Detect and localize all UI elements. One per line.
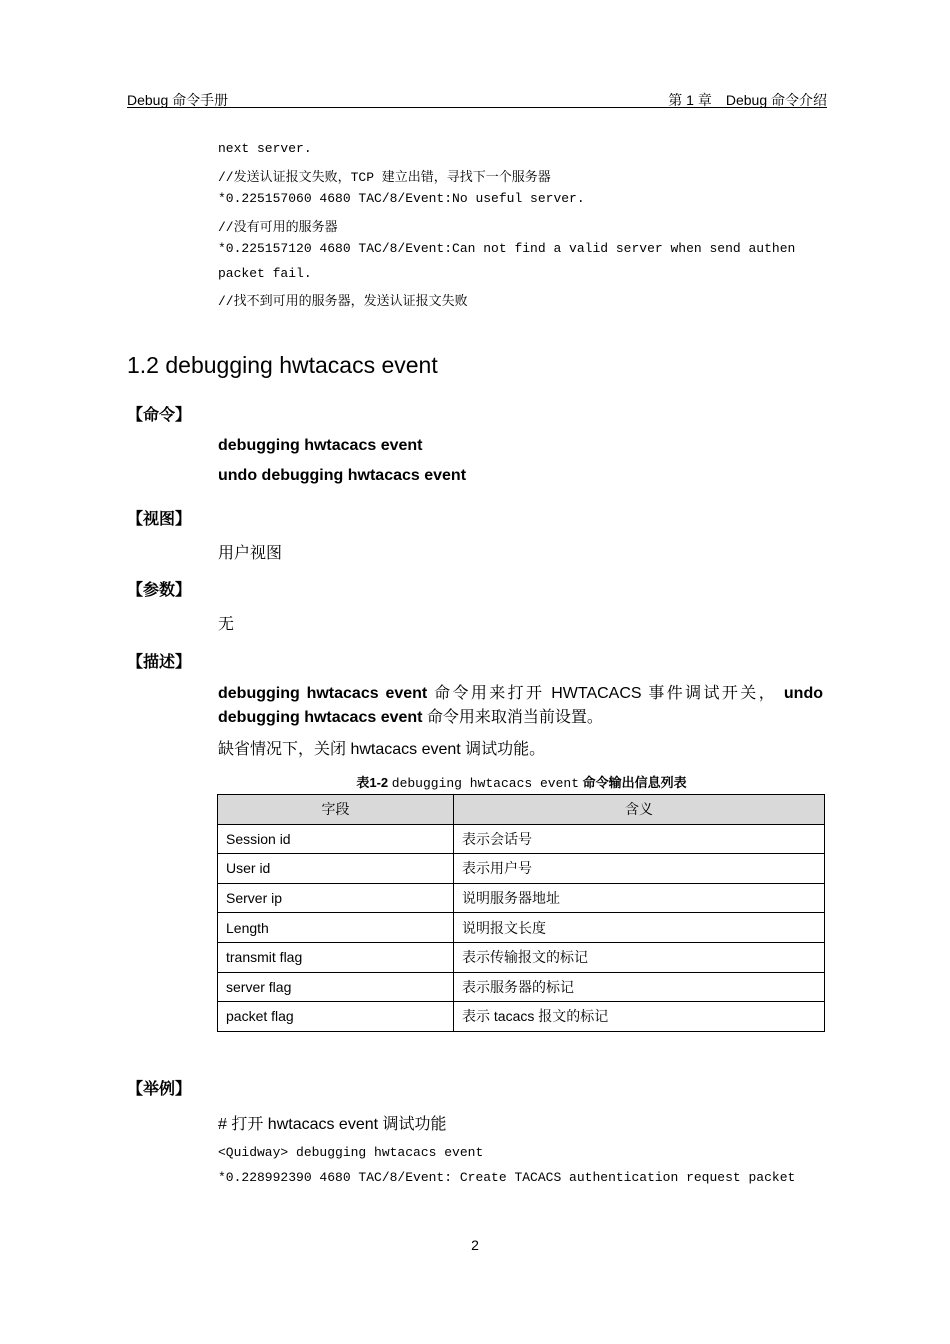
table-cell-field: packet flag bbox=[218, 1002, 454, 1032]
caption-prefix: 表1-2 bbox=[356, 775, 392, 790]
table-row bbox=[218, 972, 825, 1002]
description-paragraph bbox=[218, 682, 823, 730]
table-row bbox=[218, 1002, 825, 1032]
table-row bbox=[218, 854, 825, 884]
table-header-meaning: 含义 bbox=[454, 795, 825, 825]
table-caption bbox=[218, 772, 825, 791]
table-row bbox=[218, 883, 825, 913]
table-cell-field: server flag bbox=[218, 972, 454, 1002]
code-comment: //找不到可用的服务器，发送认证报文失败 bbox=[218, 294, 468, 309]
caption-suffix: 命令输出信息列表 bbox=[579, 775, 687, 790]
table-cell-field: Length bbox=[218, 913, 454, 943]
description-heading: 【描述】 bbox=[127, 654, 192, 671]
params-text: 无 bbox=[218, 616, 235, 633]
description-text-1: 命令用来打开 HWTACACS 事件调试开关， bbox=[427, 685, 784, 702]
table-cell-meaning: 表示传输报文的标记 bbox=[454, 942, 825, 972]
view-text: 用户视图 bbox=[218, 545, 283, 562]
table-cell-field: transmit flag bbox=[218, 942, 454, 972]
description-text-2: 命令用来取消当前设置。 bbox=[422, 709, 603, 726]
table-cell-field: Server ip bbox=[218, 883, 454, 913]
params-heading: 【参数】 bbox=[127, 582, 192, 599]
header-left: Debug 命令手册 bbox=[127, 92, 229, 108]
table-row bbox=[218, 913, 825, 943]
example-code-2: *0.228992390 4680 TAC/8/Event: Create TACACS authentication request packet bbox=[218, 1170, 796, 1185]
header-right: 第 1 章 Debug 命令介绍 bbox=[668, 92, 827, 108]
command-line-1: debugging hwtacacs event bbox=[218, 437, 423, 454]
example-comment: # 打开 hwtacacs event 调试功能 bbox=[218, 1116, 447, 1133]
code-comment: //发送认证报文失败，TCP 建立出错，寻找下一个服务器 bbox=[218, 170, 551, 185]
code-line: *0.225157120 4680 TAC/8/Event:Can not find a valid server when send authen bbox=[218, 241, 796, 256]
output-info-table bbox=[217, 794, 825, 1032]
header-rule bbox=[127, 107, 827, 108]
table-cell-field: Session id bbox=[218, 824, 454, 854]
table-cell-meaning: 表示会话号 bbox=[454, 824, 825, 854]
description-cmd-2: undo debugging hwtacacs event bbox=[218, 685, 823, 726]
table-cell-meaning: 说明报文长度 bbox=[454, 913, 825, 943]
page-number: 2 bbox=[471, 1237, 479, 1253]
table-cell-meaning: 表示用户号 bbox=[454, 854, 825, 884]
table-row bbox=[218, 942, 825, 972]
code-line: next server. bbox=[218, 141, 312, 156]
example-code-1: <Quidway> debugging hwtacacs event bbox=[218, 1145, 484, 1160]
table-cell-field: User id bbox=[218, 854, 454, 884]
description-cmd-1: debugging hwtacacs event bbox=[218, 685, 428, 702]
command-line-2: undo debugging hwtacacs event bbox=[218, 467, 467, 484]
code-line: packet fail. bbox=[218, 266, 312, 281]
code-line: *0.225157060 4680 TAC/8/Event:No useful server. bbox=[218, 191, 585, 206]
table-cell-meaning: 说明服务器地址 bbox=[454, 883, 825, 913]
table-header-row bbox=[218, 795, 825, 825]
section-title: 1.2 debugging hwtacacs event bbox=[127, 352, 438, 378]
table-cell-meaning: 表示服务器的标记 bbox=[454, 972, 825, 1002]
code-comment: //没有可用的服务器 bbox=[218, 220, 338, 235]
command-heading: 【命令】 bbox=[127, 407, 192, 424]
caption-command: debugging hwtacacs event bbox=[391, 776, 579, 791]
table-cell-meaning: 表示 tacacs 报文的标记 bbox=[454, 1002, 825, 1032]
table-header-field: 字段 bbox=[218, 795, 454, 825]
description-default: 缺省情况下，关闭 hwtacacs event 调试功能。 bbox=[218, 741, 546, 758]
example-heading: 【举例】 bbox=[127, 1081, 192, 1098]
view-heading: 【视图】 bbox=[127, 511, 192, 528]
table-row bbox=[218, 824, 825, 854]
